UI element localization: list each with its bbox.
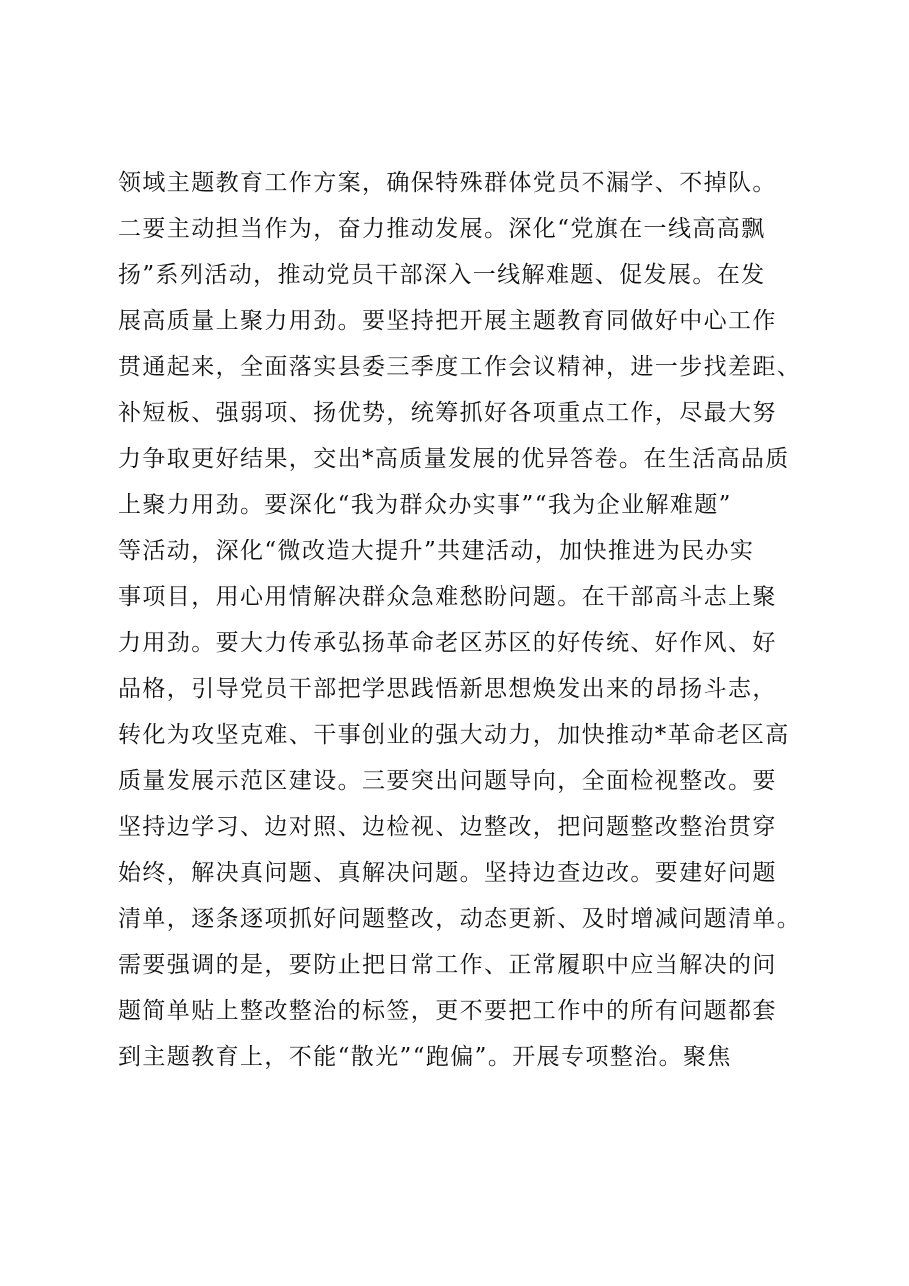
text-line: 转化为攻坚克难、干事创业的强大动力，加快推动*革命老区高 xyxy=(118,722,790,748)
text-line: 贯通起来，全面落实县委三季度工作会议精神，进一步找差距、 xyxy=(118,354,802,380)
text-line: 扬”系列活动，推动党员干部深入一线解难题、促发展。在发 xyxy=(118,262,766,288)
text-line: 展高质量上聚力用劲。要坚持把开展主题教育同做好中心工作 xyxy=(118,308,777,334)
text-line: 二要主动担当作为，奋力推动发展。深化“党旗在一线高高飘 xyxy=(118,216,766,242)
text-line: 领域主题教育工作方案，确保特殊群体党员不漏学、不掉队。 xyxy=(118,170,777,196)
text-line: 需要强调的是，要防止把日常工作、正常履职中应当解决的问 xyxy=(118,952,777,978)
text-line: 补短板、强弱项、扬优势，统筹抓好各项重点工作，尽最大努 xyxy=(118,400,777,426)
text-line: 品格，引导党员干部把学思践悟新思想焕发出来的昂扬斗志， xyxy=(118,676,777,702)
body-text xyxy=(118,160,818,1080)
text-line: 题简单贴上整改整治的标签，更不要把工作中的所有问题都套 xyxy=(118,998,777,1024)
text-line: 事项目，用心用情解决群众急难愁盼问题。在干部高斗志上聚 xyxy=(118,584,777,610)
text-line: 质量发展示范区建设。三要突出问题导向，全面检视整改。要 xyxy=(118,768,777,794)
text-line: 始终，解决真问题、真解决问题。坚持边查边改。要建好问题 xyxy=(118,860,777,886)
text-line: 到主题教育上，不能“散光”“跑偏”。开展专项整治。聚焦 xyxy=(118,1044,732,1070)
text-line: 等活动，深化“微改造大提升”共建活动，加快推进为民办实 xyxy=(118,538,755,564)
text-line: 力争取更好结果，交出*高质量发展的优异答卷。在生活高品质 xyxy=(118,446,790,472)
text-line: 坚持边学习、边对照、边检视、边整改，把问题整改整治贯穿 xyxy=(118,814,777,840)
text-line: 上聚力用劲。要深化“我为群众办实事”“我为企业解难题” xyxy=(118,492,732,518)
text-line: 力用劲。要大力传承弘扬革命老区苏区的好传统、好作风、好 xyxy=(118,630,777,656)
text-line: 清单，逐条逐项抓好问题整改，动态更新、及时增减问题清单。 xyxy=(118,906,802,932)
